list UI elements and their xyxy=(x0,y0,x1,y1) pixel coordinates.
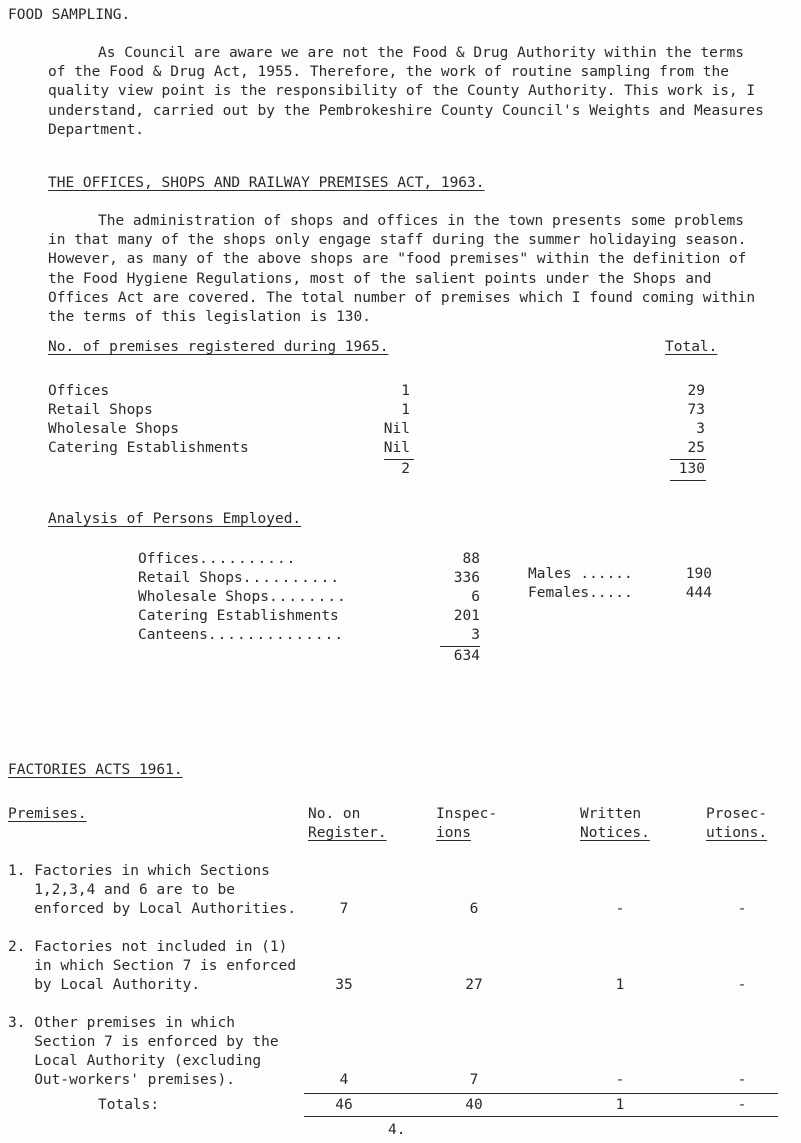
employed-row: Retail Shops.......... xyxy=(138,570,341,586)
totals-label: Totals: xyxy=(98,1097,160,1113)
employed-sum: 634 xyxy=(453,648,480,664)
col-register-2: Register. xyxy=(308,825,387,841)
count-sum-rule xyxy=(384,459,414,460)
registered-row-label: Offices xyxy=(48,383,110,399)
registered-row-total: 73 xyxy=(687,402,705,418)
factory-row-notices: - xyxy=(615,1072,625,1088)
factory-row-line: in which Section 7 is enforced xyxy=(8,958,297,974)
total-sum-underline xyxy=(670,480,706,481)
registered-row-label: Catering Establishments xyxy=(48,440,249,456)
totals-bottom-rule xyxy=(304,1116,778,1117)
factory-row-notices: - xyxy=(615,901,625,917)
totals-register: 46 xyxy=(335,1097,353,1113)
employed-row-value: 6 xyxy=(471,589,480,605)
food-sampling-heading: FOOD SAMPLING. xyxy=(8,7,131,23)
col-register-1: No. on xyxy=(308,806,361,822)
factory-row-register: 4 xyxy=(339,1072,349,1088)
factories-heading: FACTORIES ACTS 1961. xyxy=(8,762,183,778)
registered-heading: No. of premises registered during 1965. xyxy=(48,339,389,355)
totals-top-rule xyxy=(304,1093,778,1094)
employed-row: Wholesale Shops........ xyxy=(138,589,347,605)
factory-row-prosecutions: - xyxy=(737,977,747,993)
factory-row-inspections: 7 xyxy=(469,1072,479,1088)
factory-row-register: 35 xyxy=(335,977,353,993)
employed-row-value: 88 xyxy=(462,551,480,567)
employed-heading: Analysis of Persons Employed. xyxy=(48,511,302,527)
factory-row-line: Section 7 is enforced by the xyxy=(8,1034,279,1050)
employed-row-value: 3 xyxy=(471,627,480,643)
factory-row-line: Local Authority (excluding xyxy=(8,1053,262,1069)
col-notices-1: Written xyxy=(580,806,642,822)
totals-notices: 1 xyxy=(615,1097,625,1113)
registered-total-heading: Total. xyxy=(665,339,718,355)
factory-row-prosecutions: - xyxy=(737,901,747,917)
col-prosecutions-2: utions. xyxy=(706,825,768,841)
factory-row-line: 2. Factories not included in (1) xyxy=(8,939,288,955)
registered-row-count: Nil xyxy=(383,421,410,437)
registered-row-label: Wholesale Shops xyxy=(48,421,179,437)
total-sum-rule xyxy=(670,459,706,460)
employed-row: Canteens.............. xyxy=(138,627,345,643)
factory-row-prosecutions: - xyxy=(737,1072,747,1088)
ospra-heading: THE OFFICES, SHOPS AND RAILWAY PREMISES ACT, 1963. xyxy=(48,175,485,191)
factory-row-line: 1,2,3,4 and 6 are to be xyxy=(8,882,235,898)
factory-row-inspections: 6 xyxy=(469,901,479,917)
factory-row-line: by Local Authority. xyxy=(8,977,201,993)
males-label: Males ...... xyxy=(528,566,633,582)
col-inspections-2: ions xyxy=(436,825,471,841)
registered-row-label: Retail Shops xyxy=(48,402,153,418)
employed-row-value: 201 xyxy=(453,608,480,624)
col-notices-2: Notices. xyxy=(580,825,650,841)
factory-row-inspections: 27 xyxy=(465,977,483,993)
factory-row-line: Out-workers' premises). xyxy=(8,1072,235,1088)
factory-row-register: 7 xyxy=(339,901,349,917)
factory-row-line: 3. Other premises in which xyxy=(8,1015,235,1031)
totals-inspections: 40 xyxy=(465,1097,483,1113)
food-sampling-paragraph: As Council are aware we are not the Food & Drug Authority within the terms of the Food & Drug Act, 1955. Therefore, the work of routine sampling from the quality view point is the responsibility of the County Authority. This work is, I understand, carried out by the Pembrokeshire County Council's Weights and Measures Department. xyxy=(48,45,764,138)
registered-row-total: 25 xyxy=(687,440,705,456)
employed-sum-rule xyxy=(440,646,480,647)
registered-row-count: 1 xyxy=(401,383,410,399)
employed-row: Catering Establishments xyxy=(138,608,339,624)
totals-prosecutions: - xyxy=(737,1097,747,1113)
registered-count-sum: 2 xyxy=(401,461,410,477)
males-value: 190 xyxy=(685,566,712,582)
ospra-paragraph: The administration of shops and offices in the town presents some problems in that many of the shops only engage staff during the summer holidaying season. However, as many of the above shops are "food premises" within the definition of the Food Hygiene Regulations, most of the salient points under the Shops and Offices Act are covered. The total number of premises which I found coming within the terms of this legislation is 130. xyxy=(48,213,756,326)
col-inspections-1: Inspec- xyxy=(436,806,498,822)
registered-row-total: 29 xyxy=(687,383,705,399)
employed-row: Offices.......... xyxy=(138,551,297,567)
col-premises: Premises. xyxy=(8,806,87,822)
employed-row-value: 336 xyxy=(453,570,480,586)
registered-row-total: 3 xyxy=(696,421,705,437)
col-prosecutions-1: Prosec- xyxy=(706,806,768,822)
factory-row-line: 1. Factories in which Sections xyxy=(8,863,270,879)
factory-row-notices: 1 xyxy=(615,977,625,993)
page-number: 4. xyxy=(388,1122,406,1138)
registered-row-count: Nil xyxy=(383,440,410,456)
registered-row-count: 1 xyxy=(401,402,410,418)
factory-row-line: enforced by Local Authorities. xyxy=(8,901,297,917)
females-value: 444 xyxy=(685,585,712,601)
registered-total-sum: 130 xyxy=(678,461,705,477)
females-label: Females..... xyxy=(528,585,633,601)
